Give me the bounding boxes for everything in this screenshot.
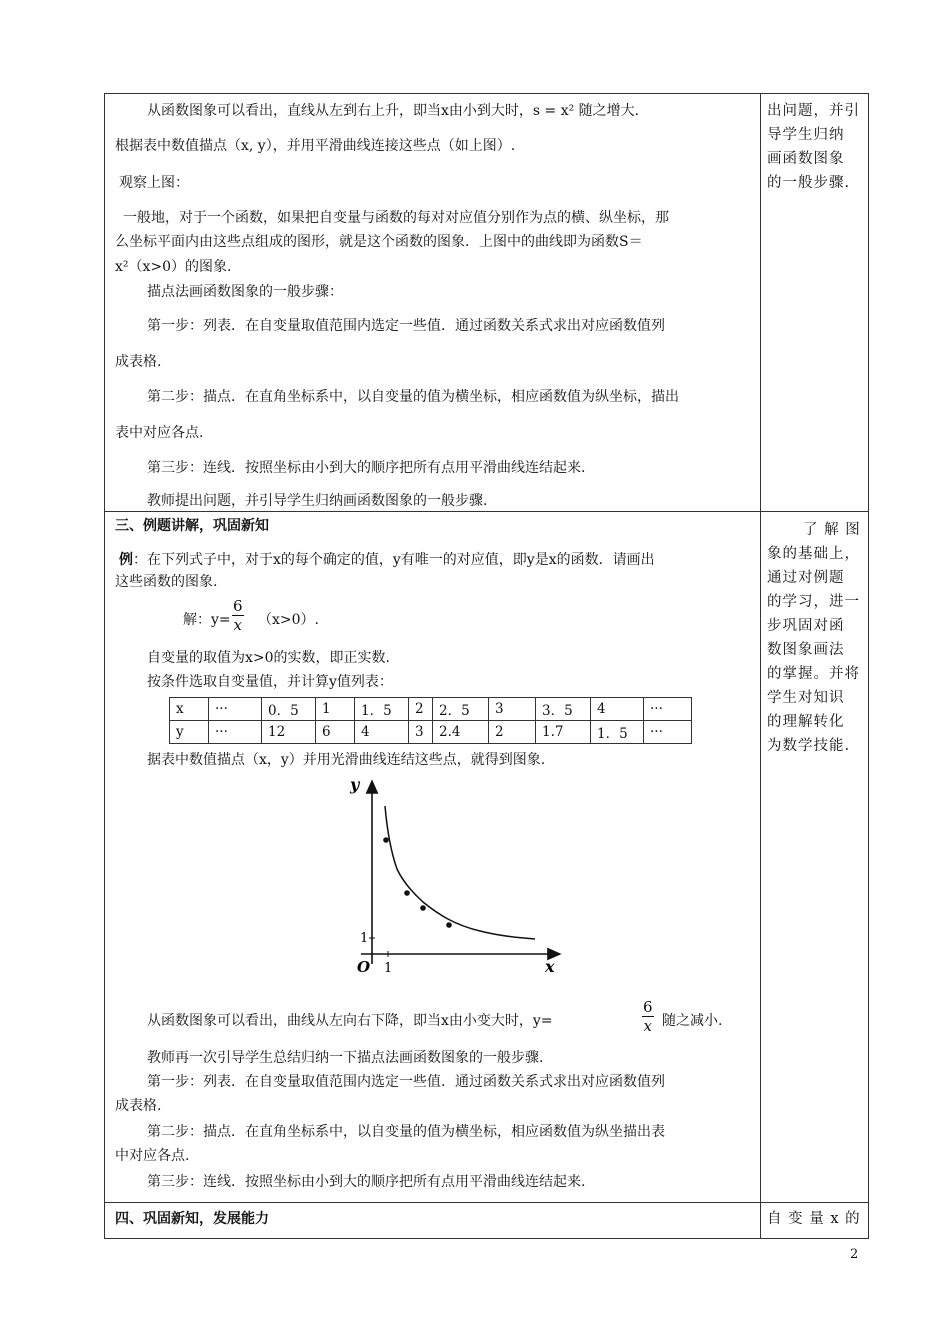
x-one-label: 1: [384, 961, 393, 976]
table-cell: 2.4: [433, 721, 489, 744]
table-cell: 2: [489, 721, 536, 744]
domain-text: 自变量的取值为x>0的实数，即正实数.: [147, 650, 390, 666]
side-note-top: 出问题，并引 导学生归纳 画函数图象 的一般步骤.: [767, 103, 860, 191]
text-line: 么坐标平面内由这些点组成的图形，就是这个函数的图象．上图中的曲线即为函数S＝: [115, 234, 643, 250]
table-row: [170, 721, 692, 744]
example-line: 例：在下列式子中，对于x的每个确定的值，y有唯一的对应值，即y是x的函数．请画出: [119, 552, 655, 568]
data-point: [383, 837, 389, 843]
step-one: 第一步：列表．在自变量取值范围内选定一些值．通过函数关系式求出对应函数值列: [147, 1074, 665, 1090]
section-heading: 三、例题讲解，巩固新知: [115, 518, 269, 534]
table-cell: 4: [591, 698, 644, 721]
example-label: 例: [119, 552, 133, 568]
fraction-six-over-x: $\frac{6}{x}$: [233, 597, 243, 634]
data-point: [420, 905, 426, 911]
after-table-text: 据表中数值描点（x，y）并用光滑曲线连结这些点，就得到图象.: [147, 752, 546, 768]
text-line: 描点法画函数图象的一般步骤：: [147, 284, 343, 300]
table-cell: ···: [209, 721, 262, 744]
data-point: [404, 890, 410, 896]
solution-prefix: 解：y=: [183, 612, 231, 628]
curve: [385, 806, 535, 939]
table-cell: 1．5: [355, 698, 409, 721]
table-cell: y: [170, 721, 209, 744]
table-cell: 4: [355, 721, 409, 744]
table-intro: 按条件选取自变量值，并计算y值列表：: [147, 674, 393, 690]
text-line: 观察上图：: [119, 175, 189, 191]
step-two-cont: 中对应各点.: [115, 1148, 190, 1164]
table-row: [170, 698, 692, 721]
teacher-note: 教师提出问题，并引导学生归纳画函数图象的一般步骤.: [147, 493, 488, 509]
lesson-table: [104, 93, 869, 1239]
table-cell: 3: [409, 721, 433, 744]
table-cell: ···: [209, 698, 262, 721]
y-axis-label: y: [350, 775, 360, 794]
y-one-label: 1: [360, 931, 369, 946]
summary-text: 教师再一次引导学生总结归纳一下描点法画函数图象的一般步骤.: [147, 1050, 544, 1066]
x-axis-label: x: [545, 957, 555, 976]
column-divider: [760, 94, 761, 1238]
solution-suffix: （x>0）.: [258, 612, 319, 628]
table-cell: 0．5: [262, 698, 316, 721]
text-line: 一般地，对于一个函数，如果把自变量与函数的每对对应值分别作为点的横、纵坐标，那: [123, 210, 669, 226]
table-cell: 3．5: [536, 698, 591, 721]
step-three: 第三步：连线．按照坐标由小到大的顺序把所有点用平滑曲线连结起来.: [147, 1174, 586, 1190]
table-cell: 1: [316, 698, 355, 721]
side-note-section3: 了 解 图 象的基础上， 通过对例题 的学习，进一 步巩固对函 数图象画法 的掌握。并将 学生对知识 的理解转化 为数学技能.: [767, 522, 861, 754]
conclusion-post: 随之减小.: [662, 1013, 723, 1029]
step-one-cont: 成表格.: [115, 354, 162, 370]
step-one: 第一步：列表．在自变量取值范围内选定一些值．通过函数关系式求出对应函数值列: [147, 318, 665, 334]
table-cell: 12: [262, 721, 316, 744]
step-one-cont: 成表格.: [115, 1098, 162, 1114]
table-cell: 3: [489, 698, 536, 721]
step-two: 第二步：描点．在直角坐标系中，以自变量的值为横坐标，相应函数值为纵坐描出表: [147, 1124, 665, 1140]
step-three: 第三步：连线．按照坐标由小到大的顺序把所有点用平滑曲线连结起来.: [147, 460, 586, 476]
hyperbola-graph: [345, 774, 565, 984]
table-cell: ···: [644, 721, 692, 744]
row-divider: [105, 511, 868, 512]
value-table: [169, 697, 692, 744]
table-cell: x: [170, 698, 209, 721]
table-cell: 6: [316, 721, 355, 744]
origin-label: O: [357, 958, 371, 976]
table-cell: 1．5: [591, 721, 644, 744]
conclusion-pre: 从函数图象可以看出，曲线从左向右下降，即当x由小变大时，y=: [147, 1013, 553, 1029]
row-divider: [105, 1202, 868, 1203]
section-heading: 四、巩固新知，发展能力: [115, 1211, 269, 1227]
text-line: 根据表中数值描点（x, y），并用平滑曲线连接这些点（如上图）.: [115, 138, 516, 154]
text-line: x²（x>0）的图象.: [115, 259, 232, 275]
table-cell: 2．5: [433, 698, 489, 721]
example-line-cont: 这些函数的图象.: [115, 574, 218, 590]
table-cell: 2: [409, 698, 433, 721]
data-point: [446, 922, 452, 928]
page-number: 2: [850, 1247, 859, 1262]
side-note-section4: 自 变 量 x 的: [767, 1211, 861, 1227]
table-cell: ···: [644, 698, 692, 721]
text-line: 从函数图象可以看出，直线从左到右上升，即当x由小到大时，s = x² 随之增大.: [147, 103, 640, 119]
step-two: 第二步：描点．在直角坐标系中，以自变量的值为横坐标，相应函数值为纵坐标，描出: [147, 389, 679, 405]
fraction-six-over-x: $\frac{6}{x}$: [643, 998, 653, 1035]
table-cell: 1.7: [536, 721, 591, 744]
step-two-cont: 表中对应各点.: [115, 425, 204, 441]
